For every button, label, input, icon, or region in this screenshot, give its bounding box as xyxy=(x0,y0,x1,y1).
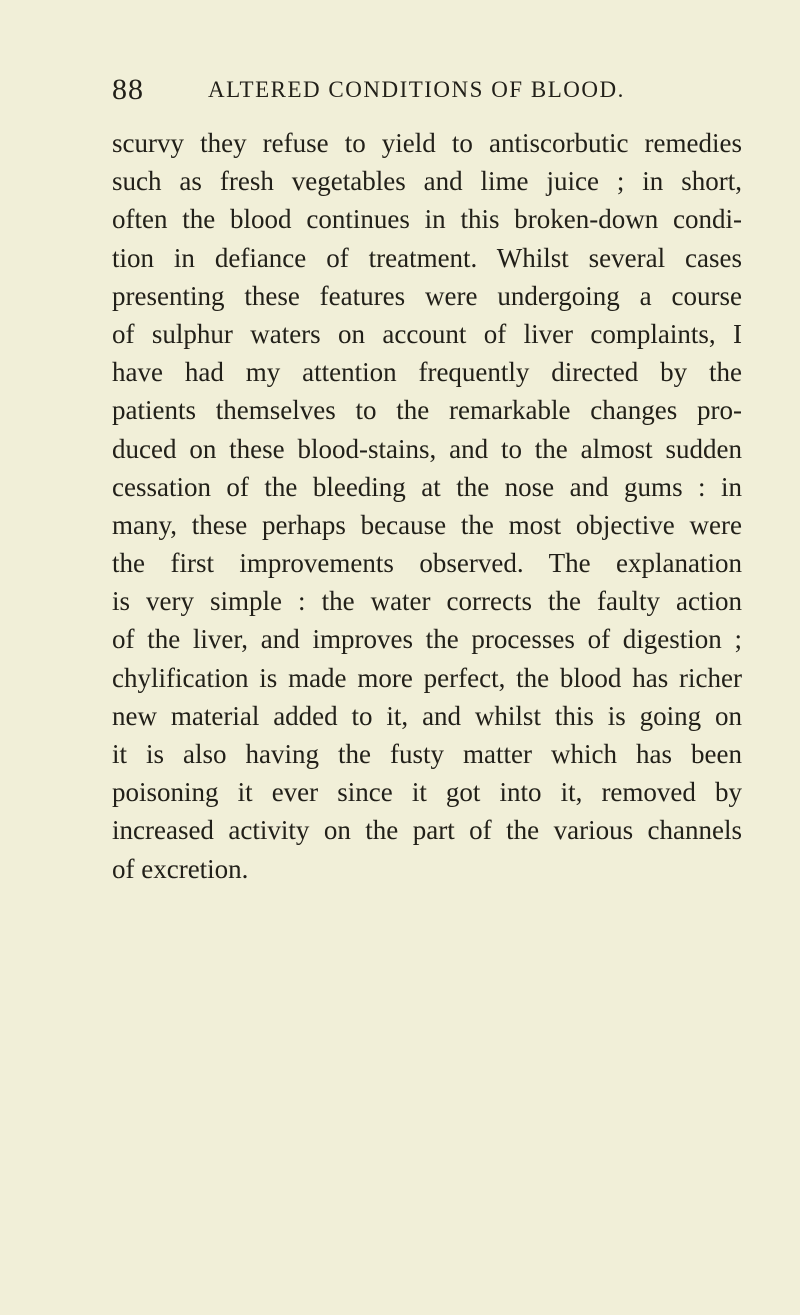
text-line: duced on these blood-stains, and to the almost sudden xyxy=(112,433,742,464)
page-number: 88 xyxy=(112,73,144,106)
text-line: cessation of the bleeding at the nose and gums : in xyxy=(112,471,742,502)
text-line: many, these perhaps because the most objective were xyxy=(112,509,742,540)
text-line: such as fresh vegetables and lime juice ; in short, xyxy=(112,166,742,197)
text-line: is very simple : the water corrects the faulty action xyxy=(112,586,742,617)
text-line: it is also having the fusty matter which has been xyxy=(112,739,742,769)
text-line: the first improvements observed. The explanation xyxy=(112,548,742,579)
text-line: scurvy they refuse to yield to antiscorbutic remedies xyxy=(112,128,742,158)
text-line: chylification is made more perfect, the blood has richer xyxy=(112,662,742,693)
text-line: poisoning it ever since it got into it, removed by xyxy=(112,777,742,808)
running-head xyxy=(112,70,742,110)
text-line: have had my attention frequently directed by the xyxy=(112,357,742,388)
text-line: presenting these features were undergoing a course xyxy=(112,280,742,311)
text-line: tion in defiance of treatment. Whilst several cases xyxy=(112,242,742,273)
text-line: increased activity on the part of the various channels xyxy=(112,815,742,846)
text-line: new material added to it, and whilst this is going on xyxy=(112,700,742,731)
text-line: often the blood continues in this broken-down condi- xyxy=(112,204,742,235)
text-line: of excretion. xyxy=(112,853,249,884)
text-line: of the liver, and improves the processes of digestion ; xyxy=(112,624,742,655)
body-text xyxy=(112,124,742,888)
text-line: of sulphur waters on account of liver complaints, I xyxy=(112,318,742,349)
text-line: patients themselves to the remarkable changes pro- xyxy=(112,395,742,426)
running-title: ALTERED CONDITIONS OF BLOOD. xyxy=(208,77,625,102)
